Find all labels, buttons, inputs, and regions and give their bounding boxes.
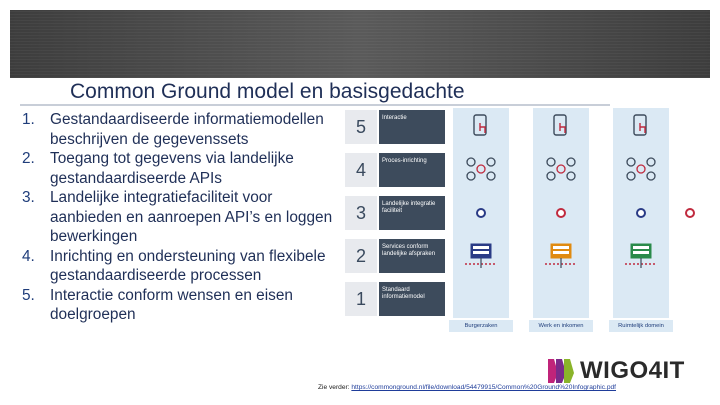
page-title: Common Ground model en basisgedachte [70, 80, 465, 103]
level-label: Services conform landelijke afspraken [379, 239, 445, 273]
source-link[interactable]: https://commonground.nl/file/download/54479915/Common%20Ground%20Infographic.pdf [351, 384, 617, 391]
list-number: 2. [22, 150, 35, 167]
service-server-icon [461, 240, 501, 270]
list-item [22, 247, 337, 286]
level-3 [345, 196, 445, 230]
logo-mark-icon [546, 357, 576, 385]
list-text: Gestandaardiseerde informatiemodellen beschrijven de gegevenssets [50, 111, 324, 148]
touch-phone-icon [471, 114, 491, 138]
list-item [22, 110, 337, 149]
service-server-icon [541, 240, 581, 270]
list-number: 3. [22, 189, 35, 206]
level-1 [345, 282, 445, 316]
list-text: Toegang tot gegevens via landelijke gestandaardiseerde APIs [50, 150, 294, 187]
touch-phone-icon [631, 114, 651, 138]
level-2 [345, 239, 445, 273]
header-banner-image [10, 10, 710, 78]
source-prefix: Zie verder: [318, 384, 352, 391]
integration-node [476, 208, 486, 218]
wigo4it-logo [546, 356, 706, 386]
touch-phone-icon [551, 114, 571, 138]
level-label: Standaard informatiemodel [379, 282, 445, 316]
list-number: 5. [22, 286, 35, 304]
title-divider [20, 104, 610, 106]
level-number: 3 [345, 196, 377, 230]
service-server-icon [621, 240, 661, 270]
level-label: Landelijke integratie faciliteit [379, 196, 445, 230]
list-item [22, 188, 337, 247]
column-ruimtelijk-domein [613, 108, 669, 329]
logo-text: WIGO4IT [580, 357, 685, 384]
column-label: Ruimtelijk domein [609, 320, 673, 332]
column-burgerzaken [453, 108, 509, 329]
list-number: 1. [22, 111, 35, 128]
list-text: Interactie conform wensen en eisen doelgroepen [50, 286, 293, 323]
points-list [22, 110, 337, 325]
list-item [22, 149, 337, 188]
integration-node [556, 208, 566, 218]
level-number: 1 [345, 282, 377, 316]
column-label: Werk en inkomen [529, 320, 593, 332]
list-text: Inrichting en ondersteuning van flexibele gestandaardiseerde processen [50, 247, 326, 284]
integration-node [636, 208, 646, 218]
level-number: 5 [345, 110, 377, 144]
list-number: 4. [22, 247, 35, 265]
column-label: Burgerzaken [449, 320, 513, 332]
common-ground-diagram [345, 108, 705, 330]
level-5 [345, 110, 445, 144]
list-item [22, 286, 337, 325]
level-number: 2 [345, 239, 377, 273]
integration-node-right [685, 208, 695, 218]
list-text: Landelijke integratiefaciliteit voor aanbieden en aanroepen API’s en loggen bewerkingen [50, 189, 333, 245]
column-werk-en-inkomen [533, 108, 589, 329]
level-number: 4 [345, 153, 377, 187]
level-label: Interactie [379, 110, 445, 144]
source-note [318, 384, 616, 391]
level-4 [345, 153, 445, 187]
level-label: Proces-inrichting [379, 153, 445, 187]
banner-texture [10, 10, 710, 78]
process-gears-icon [545, 156, 577, 182]
process-gears-icon [625, 156, 657, 182]
process-gears-icon [465, 156, 497, 182]
